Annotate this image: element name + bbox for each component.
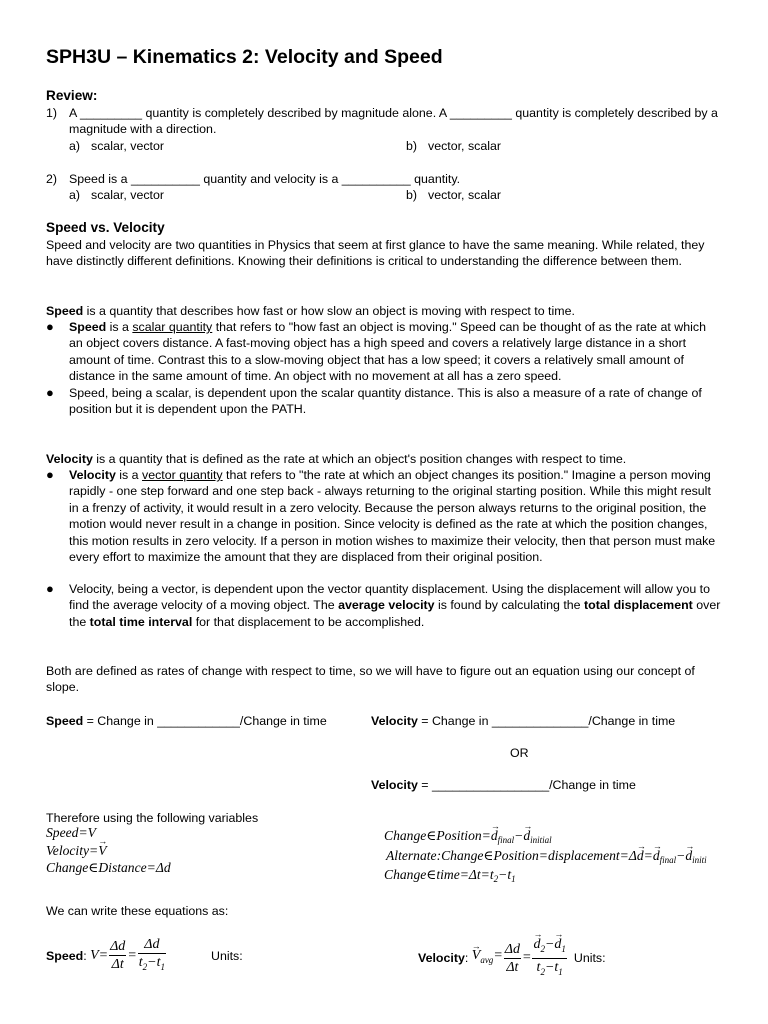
option-a[interactable]: a) scalar, vector: [69, 188, 164, 203]
speed-equation: Speed: V= $\frac{\Delta d}{\Delta t}$ = $\frac{\Delta d}{t_2-t_1}$ Units:: [46, 936, 243, 976]
distance-variable: Change∈Distance=Δd: [46, 860, 171, 875]
speed-blank-line: Speed = Change in ____________/Change in time: [46, 714, 327, 728]
speed-variable: Speed=V: [46, 825, 96, 840]
speed-fraction-1: $\frac{\Delta d}{\Delta t}$: [110, 939, 126, 973]
equations-intro: We can write these equations as:: [46, 904, 229, 918]
question-text: A _________ quantity is completely described by magnitude alone. A _________ quantity is completely described by a magnitude with a direction.: [69, 106, 718, 137]
velocity-term: Velocity: [46, 452, 93, 466]
velocity-definition: Velocity is a quantity that is defined as the rate at which an object's position changes with respect to time.: [46, 452, 627, 466]
question-number: 2): [46, 172, 58, 186]
speed-bullet-2: ● Speed, being a scalar, is dependent upon the scalar quantity distance. This is also a measure of a rate of change of position but it is dependent upon the PATH.: [46, 385, 702, 417]
bullet-dot: ●: [46, 319, 54, 334]
review-question-2: [46, 171, 726, 203]
velocity-bullet-2: ● Velocity, being a vector, is dependent upon the vector quantity displacement. Using the displacement will allow you to find the average velocity of a moving object. The average velocity is found by calculating the total displacement over the total time interval for that displacement to be accomplished.: [46, 581, 721, 629]
velocity-blank-line: Velocity = Change in ______________/Change in time: [371, 714, 676, 728]
intro-paragraph: Speed and velocity are two quantities in Physics that seem at first glance to have the same meaning. While related, they have distinctly different definitions. Knowing their definitions is critical to understanding the difference between them.: [46, 238, 705, 269]
review-question-1: [46, 105, 726, 154]
option-a[interactable]: a) scalar, vector: [69, 138, 164, 153]
variables-intro: Therefore using the following variables: [46, 811, 259, 825]
velocity-units-label: Units:: [573, 951, 606, 966]
option-b[interactable]: b) vector, scalar: [406, 138, 501, 153]
velocity-fraction-2: → $\frac{d_2-\to d_1}{t_2-t_1}$: [532, 936, 566, 981]
time-change-equation: $Change\in time=\Delta t=t_2-t_1$: [384, 867, 516, 884]
speed-bullet-1: ● Speed is a scalar quantity that refers to "how fast an object is moving." Speed can be thought of as the rate at which an object covers distance. A fast-moving object has a high speed and covers a relatively large distance in a short amount of time. Contrast this to a slow-moving object that has a low speed; it covers a relatively small amount of distance in the same amount of time. An object with no movement at all has a zero speed.: [46, 319, 706, 384]
bullet-dot: ●: [46, 467, 54, 482]
answer-options: [69, 187, 726, 203]
section-heading: Speed vs. Velocity: [46, 220, 165, 235]
scalar-quantity-term: scalar quantity: [132, 320, 213, 334]
velocity-bullet-1: ● Velocity is a vector quantity that refers to "the rate at which an object changes its position." Imagine a person moving rapidly - one step forward and one step back - always returning to the original starting position. While this might result in a frenzy of activity, it would result in a zero velocity. Because the person always returns to the original position, the motion would never result in a change in position. Since velocity is defined as the rate at which the position changes, this motion results in zero velocity. If a person in motion wishes to maximize their velocity, then that person must make every effort to maximize the amount that they are displaced from their original position.: [46, 467, 716, 565]
speed-vs-velocity-section: [46, 219, 165, 237]
speed-term: Speed: [46, 304, 84, 318]
vector-quantity-term: vector quantity: [142, 468, 223, 482]
velocity-fraction-1: $\frac{\Delta d}{\Delta t}$: [504, 941, 520, 975]
answer-options: [69, 138, 726, 154]
velocity-equation: Velocity: → $V_{avg}=$ $\frac{\Delta d}{\Delta t}$ = → $\frac{d_2-\to d_1}{t_2-t_1}$ Units:: [418, 936, 606, 981]
page-title: SPH3U – Kinematics 2: Velocity and Speed: [46, 46, 443, 68]
velocity-variable: Velocity=→ V: [46, 843, 107, 859]
rates-paragraph: Both are defined as rates of change with respect to time, so we will have to figure out an equation using our concept of slope.: [46, 664, 695, 695]
speed-definition: Speed is a quantity that describes how fast or how slow an object is moving with respect to time.: [46, 304, 575, 318]
displacement-equation: Alternate:Change∈Position=displacement=Δ→ $d=\to d_{final}-\to d_{initi}$: [386, 848, 707, 868]
speed-units-label: Units:: [211, 948, 243, 963]
question-number: 1): [46, 106, 58, 120]
velocity-blank-line-2: Velocity = _________________/Change in time: [371, 778, 636, 792]
option-b[interactable]: b) vector, scalar: [406, 188, 501, 203]
bullet-dot: ●: [46, 385, 54, 400]
question-text: Speed is a __________ quantity and velocity is a __________ quantity.: [69, 172, 461, 186]
review-section: [46, 87, 97, 105]
speed-fraction-2: $\frac{\Delta d}{t_2-t_1}$: [138, 937, 165, 972]
position-change-equation: Change∈Position=→ $d_{final}-\to d_{initial}$: [384, 828, 552, 848]
or-label: OR: [510, 746, 529, 760]
bullet-dot: ●: [46, 581, 54, 596]
review-heading: Review:: [46, 88, 98, 103]
